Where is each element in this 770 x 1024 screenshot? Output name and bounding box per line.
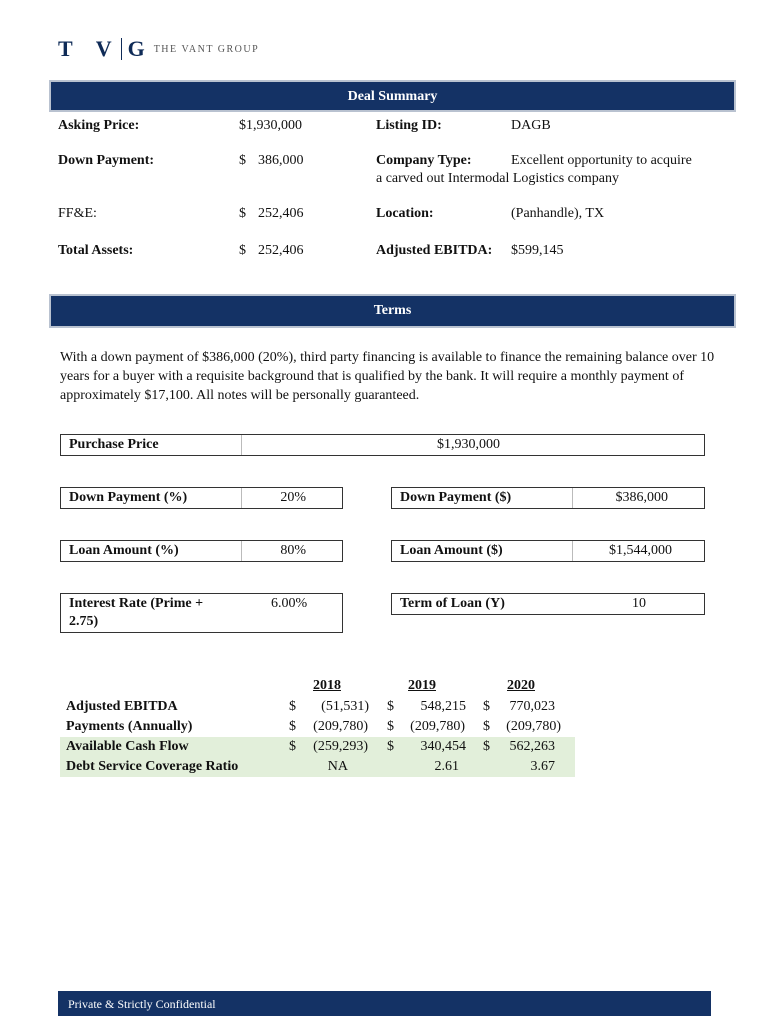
table-row-payments xyxy=(60,717,575,737)
table-row-adjusted-ebitda xyxy=(60,697,575,717)
total-assets-value: 252,406 xyxy=(258,243,304,258)
logo-divider xyxy=(121,38,122,60)
currency-symbol: $ xyxy=(387,739,394,754)
year-header-2018: 2018 xyxy=(313,678,341,693)
terms-header: Terms xyxy=(51,296,734,326)
footer-banner: Private & Strictly Confidential xyxy=(58,991,711,1016)
ffe-label: FF&E: xyxy=(58,206,97,221)
loan-amount-amt-label: Loan Amount ($) xyxy=(400,543,503,558)
field-divider xyxy=(241,488,242,508)
loan-amount-pct-field xyxy=(60,540,343,562)
asking-price-value: $1,930,000 xyxy=(239,118,302,133)
listing-id-label: Listing ID: xyxy=(376,118,442,133)
loan-amount-pct-label: Loan Amount (%) xyxy=(69,543,179,558)
company-type-value-line2: a carved out Intermodal Logistics company xyxy=(376,171,619,186)
table-cell: (51,531) xyxy=(321,699,369,714)
listing-id-value: DAGB xyxy=(511,118,551,133)
term-of-loan-label: Term of Loan (Y) xyxy=(400,596,505,611)
asking-price-label: Asking Price: xyxy=(58,118,140,133)
logo-letter-v: V xyxy=(95,36,113,61)
down-payment-label: Down Payment: xyxy=(58,153,155,168)
table-cell: 770,023 xyxy=(509,699,555,714)
currency-symbol: $ xyxy=(289,719,296,734)
down-payment-pct-field xyxy=(60,487,343,509)
interest-rate-field xyxy=(60,593,343,633)
currency-symbol: $ xyxy=(387,719,394,734)
field-divider xyxy=(572,541,573,561)
terms-paragraph: With a down payment of $386,000 (20%), third party financing is available to finance the remaining balance over 10 years for a buyer with a requisite background that is qualified by the bank. It will require a monthly payment of approximately $17,100. All notes will be personally guaranteed. xyxy=(60,350,715,403)
adjusted-ebitda-value: $599,145 xyxy=(511,243,564,258)
table-cell: (259,293) xyxy=(313,739,368,754)
logo-letter-g: G xyxy=(127,36,146,61)
down-payment-currency: $ xyxy=(239,153,246,168)
down-payment-amt-value: $386,000 xyxy=(615,490,668,505)
row-label: Debt Service Coverage Ratio xyxy=(66,759,239,774)
location-value: (Panhandle), TX xyxy=(511,206,605,221)
location-label: Location: xyxy=(376,206,434,221)
table-cell: NA xyxy=(327,759,348,774)
row-label: Adjusted EBITDA xyxy=(66,699,178,714)
ffe-currency: $ xyxy=(239,206,246,221)
down-payment-pct-label: Down Payment (%) xyxy=(69,490,188,505)
total-assets-currency: $ xyxy=(239,243,246,258)
table-cell: (209,780) xyxy=(410,719,465,734)
adjusted-ebitda-label: Adjusted EBITDA: xyxy=(376,243,493,258)
loan-amount-pct-value: 80% xyxy=(280,543,306,558)
down-payment-amt-field xyxy=(391,487,705,509)
row-label: Available Cash Flow xyxy=(66,739,189,754)
ffe-value: 252,406 xyxy=(258,206,304,221)
purchase-price-field xyxy=(60,434,705,456)
total-assets-label: Total Assets: xyxy=(58,243,134,258)
table-cell: 3.67 xyxy=(530,759,555,774)
interest-rate-value: 6.00% xyxy=(271,596,308,611)
year-header-2019: 2019 xyxy=(408,678,436,693)
currency-symbol: $ xyxy=(483,719,490,734)
table-row-dscr xyxy=(60,757,575,777)
company-type-label: Company Type: xyxy=(376,153,472,168)
currency-symbol: $ xyxy=(289,699,296,714)
term-of-loan-field xyxy=(391,593,705,615)
table-cell: (209,780) xyxy=(313,719,368,734)
table-cell: 548,215 xyxy=(420,699,466,714)
year-header-2020: 2020 xyxy=(507,678,535,693)
row-label: Payments (Annually) xyxy=(66,719,193,734)
field-divider xyxy=(241,435,242,455)
interest-rate-label-line1: Interest Rate (Prime + xyxy=(69,596,204,611)
loan-amount-amt-field xyxy=(391,540,705,562)
currency-symbol: $ xyxy=(483,739,490,754)
term-of-loan-value: 10 xyxy=(632,596,646,611)
down-payment-pct-value: 20% xyxy=(280,490,306,505)
purchase-price-label: Purchase Price xyxy=(69,437,159,452)
table-row-available-cash-flow xyxy=(60,737,575,757)
table-cell: 340,454 xyxy=(420,739,466,754)
currency-symbol: $ xyxy=(483,699,490,714)
currency-symbol: $ xyxy=(289,739,296,754)
field-divider xyxy=(241,541,242,561)
purchase-price-value: $1,930,000 xyxy=(437,437,500,452)
logo-company-name: THE VANT GROUP xyxy=(153,43,260,55)
deal-summary-header: Deal Summary xyxy=(51,82,734,110)
field-divider xyxy=(572,488,573,508)
loan-amount-amt-value: $1,544,000 xyxy=(609,543,672,558)
logo-letter-t: T xyxy=(58,36,74,61)
company-logo xyxy=(58,34,259,64)
down-payment-amt-label: Down Payment ($) xyxy=(400,490,512,505)
interest-rate-label-line2: 2.75) xyxy=(69,614,99,629)
table-cell: (209,780) xyxy=(506,719,561,734)
down-payment-value: 386,000 xyxy=(258,153,304,168)
table-cell: 2.61 xyxy=(434,759,459,774)
company-type-value-line1: Excellent opportunity to acquire xyxy=(511,153,692,168)
table-cell: 562,263 xyxy=(509,739,555,754)
currency-symbol: $ xyxy=(387,699,394,714)
